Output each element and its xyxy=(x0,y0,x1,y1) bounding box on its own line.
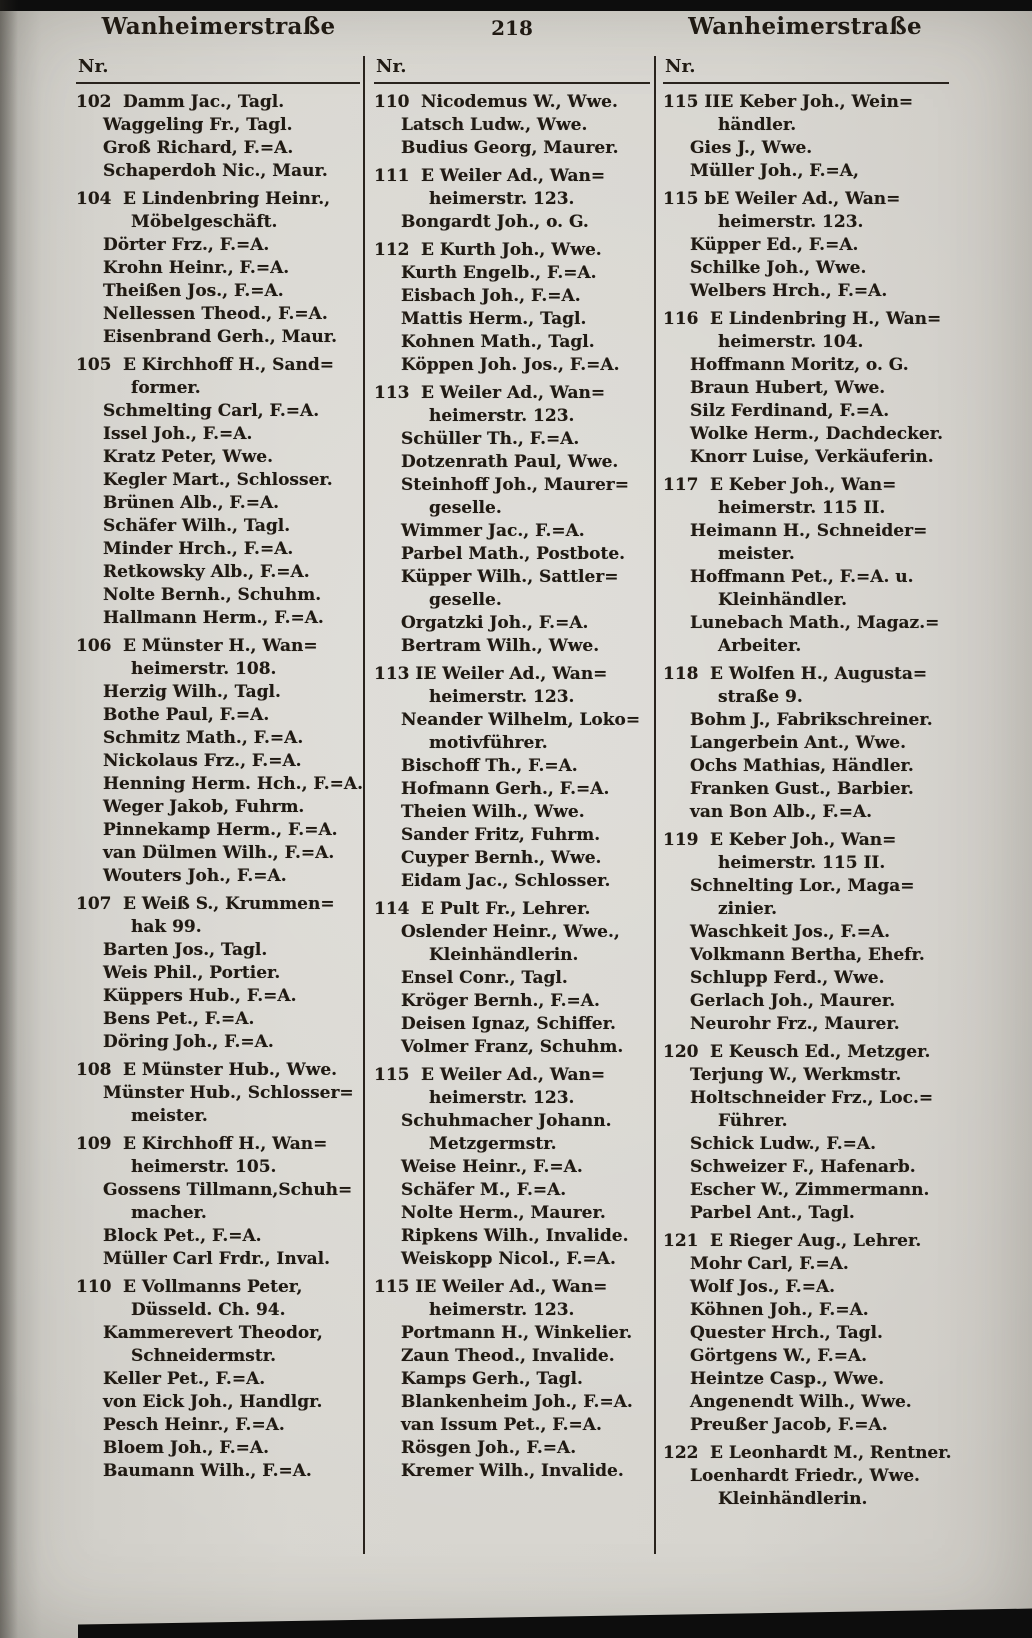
directory-entry xyxy=(374,382,650,658)
directory-entry xyxy=(76,188,360,349)
entry-first-line: 108 E Münster Hub., Wwe. xyxy=(76,1060,338,1080)
house-number: 115 xyxy=(374,1065,410,1085)
directory-column-1 xyxy=(76,56,364,1488)
column-divider-2 xyxy=(654,56,656,1554)
directory-column-2 xyxy=(374,56,650,1488)
entry-resident-line: Neander Wilhelm, Loko= xyxy=(401,710,641,730)
nr-label: Nr. xyxy=(78,56,109,77)
entry-first-line: 115 IE Weiler Ad., Wan= xyxy=(374,1277,608,1297)
entry-resident-line: Theien Wilh., Wwe. xyxy=(401,802,585,822)
entry-resident-line: Wolf Jos., F.=A. xyxy=(690,1277,836,1297)
entry-continuation-line: heimerstr. 105. xyxy=(131,1157,277,1177)
entry-continuation-line: hak 99. xyxy=(131,917,202,937)
entry-resident-line: Minder Hrch., F.=A. xyxy=(103,539,294,559)
house-number: 107 xyxy=(76,894,112,914)
entry-resident-line: Nolte Bernh., Schuhm. xyxy=(103,585,322,605)
entries-list xyxy=(76,91,364,1483)
directory-entry xyxy=(76,91,360,183)
directory-column-3 xyxy=(663,56,952,1516)
entry-resident-line: Bischoff Th., F.=A. xyxy=(401,756,578,776)
entry-resident-line: Schweizer F., Hafenarb. xyxy=(690,1157,916,1177)
entry-resident-line: Deisen Ignaz, Schiffer. xyxy=(401,1014,616,1034)
entry-resident-line: Welbers Hrch., F.=A. xyxy=(690,281,888,301)
entry-first-line: 115 bE Weiler Ad., Wan= xyxy=(663,189,901,209)
entry-resident-line: Görtgens W., F.=A. xyxy=(690,1346,868,1366)
entry-resident-line: Kratz Peter, Wwe. xyxy=(103,447,273,467)
entry-resident-line: Küpper Ed., F.=A. xyxy=(690,235,859,255)
directory-entry xyxy=(374,1276,650,1483)
entry-resident-line: Münster Hub., Schlosser= xyxy=(103,1083,354,1103)
entry-resident-line: Holtschneider Frz., Loc.= xyxy=(690,1088,934,1108)
house-number: 121 xyxy=(663,1231,699,1251)
nr-column-header xyxy=(76,56,360,84)
entry-first-line: 115 IIE Keber Joh., Wein= xyxy=(663,92,914,112)
entry-continuation-line: former. xyxy=(131,378,201,398)
entry-resident-line: Sander Fritz, Fuhrm. xyxy=(401,825,601,845)
entry-resident-line: Weis Phil., Portier. xyxy=(103,963,281,983)
nr-column-header xyxy=(374,56,650,84)
column-divider-1 xyxy=(363,56,365,1554)
entry-continuation-line: meister. xyxy=(131,1106,208,1126)
page-number: 218 xyxy=(491,16,533,40)
house-number: 105 xyxy=(76,355,112,375)
entry-resident-line: Bertram Wilh., Wwe. xyxy=(401,636,600,656)
directory-entry xyxy=(76,1133,360,1271)
house-number: 117 xyxy=(663,475,699,495)
directory-entry xyxy=(76,893,360,1054)
entry-continuation-line: macher. xyxy=(131,1203,207,1223)
directory-entry xyxy=(374,663,650,893)
house-number: 113 xyxy=(374,383,410,403)
entry-continuation-line: motivführer. xyxy=(429,733,548,753)
entry-resident-line: Knorr Luise, Verkäuferin. xyxy=(690,447,934,467)
entry-resident-line: Braun Hubert, Wwe. xyxy=(690,378,886,398)
entry-resident-line: Mohr Carl, F.=A. xyxy=(690,1254,849,1274)
house-number: 120 xyxy=(663,1042,699,1062)
house-number: 112 xyxy=(374,240,410,260)
entry-resident-line: Waschkeit Jos., F.=A. xyxy=(690,922,891,942)
house-number: 104 xyxy=(76,189,112,209)
directory-entry xyxy=(663,1041,949,1225)
entry-resident-line: Hallmann Herm., F.=A. xyxy=(103,608,324,628)
entry-resident-line: Eidam Jac., Schlosser. xyxy=(401,871,611,891)
directory-entry xyxy=(663,188,949,303)
entry-resident-line: Kurth Engelb., F.=A. xyxy=(401,263,597,283)
entry-resident-line: Schäfer M., F.=A. xyxy=(401,1180,567,1200)
entry-resident-line: Herzig Wilh., Tagl. xyxy=(103,682,281,702)
entry-resident-line: Kröger Bernh., F.=A. xyxy=(401,991,600,1011)
entry-first-line: 105 E Kirchhoff H., Sand= xyxy=(76,355,334,375)
entry-continuation-line: Möbelgeschäft. xyxy=(131,212,278,232)
entry-resident-line: Cuyper Bernh., Wwe. xyxy=(401,848,602,868)
house-number: 115 II xyxy=(663,92,721,112)
directory-entry xyxy=(374,165,650,234)
entry-first-line: 104 E Lindenbring Heinr., xyxy=(76,189,331,209)
entry-resident-line: Schick Ludw., F.=A. xyxy=(690,1134,877,1154)
entry-resident-line: Parbel Ant., Tagl. xyxy=(690,1203,855,1223)
directory-entry xyxy=(663,1230,949,1437)
entry-resident-line: Bongardt Joh., o. G. xyxy=(401,212,589,232)
entry-resident-line: Oslender Heinr., Wwe., xyxy=(401,922,620,942)
entry-resident-line: Theißen Jos., F.=A. xyxy=(103,281,284,301)
entry-continuation-line: heimerstr. 123. xyxy=(429,1300,575,1320)
page-header xyxy=(0,13,1032,51)
entry-resident-line: Mattis Herm., Tagl. xyxy=(401,309,587,329)
scan-edge-left xyxy=(0,0,18,1638)
house-number: 115 I xyxy=(374,1277,424,1297)
entry-resident-line: Angenendt Wilh., Wwe. xyxy=(690,1392,912,1412)
entry-first-line: 112 E Kurth Joh., Wwe. xyxy=(374,240,602,260)
scan-edge-bottom xyxy=(78,1606,1032,1638)
entry-resident-line: Schaperdoh Nic., Maur. xyxy=(103,161,328,181)
entry-resident-line: Müller Joh., F.=A, xyxy=(690,161,859,181)
entry-resident-line: Hoffmann Pet., F.=A. u. xyxy=(690,567,914,587)
entry-resident-line: Schuhmacher Johann. xyxy=(401,1111,612,1131)
entry-resident-line: Terjung W., Werkmstr. xyxy=(690,1065,902,1085)
entry-resident-line: Ochs Mathias, Händler. xyxy=(690,756,914,776)
entry-resident-line: von Eick Joh., Handlgr. xyxy=(103,1392,323,1412)
entry-resident-line: Silz Ferdinand, F.=A. xyxy=(690,401,890,421)
entry-resident-line: Nickolaus Frz., F.=A. xyxy=(103,751,302,771)
entry-resident-line: Hoffmann Moritz, o. G. xyxy=(690,355,909,375)
entry-resident-line: Kammerevert Theodor, xyxy=(103,1323,323,1343)
entry-resident-line: Schnelting Lor., Maga= xyxy=(690,876,915,896)
house-number: 115 b xyxy=(663,189,717,209)
entry-continuation-line: heimerstr. 108. xyxy=(131,659,277,679)
entry-first-line: 102 Damm Jac., Tagl. xyxy=(76,92,285,112)
entry-resident-line: Barten Jos., Tagl. xyxy=(103,940,268,960)
entry-resident-line: Retkowsky Alb., F.=A. xyxy=(103,562,310,582)
entry-resident-line: Bohm J., Fabrikschreiner. xyxy=(690,710,933,730)
entry-resident-line: Schilke Joh., Wwe. xyxy=(690,258,867,278)
entry-resident-line: Gossens Tillmann,Schuh= xyxy=(103,1180,353,1200)
entry-resident-line: Waggeling Fr., Tagl. xyxy=(103,115,293,135)
entry-resident-line: Rösgen Joh., F.=A. xyxy=(401,1438,577,1458)
entry-resident-line: Wolke Herm., Dachdecker. xyxy=(690,424,944,444)
house-number: 102 xyxy=(76,92,112,112)
entry-first-line: 109 E Kirchhoff H., Wan= xyxy=(76,1134,328,1154)
entry-first-line: 116 E Lindenbring H., Wan= xyxy=(663,309,942,329)
entries-list xyxy=(663,91,952,1511)
entry-resident-line: Keller Pet., F.=A. xyxy=(103,1369,266,1389)
directory-entry xyxy=(76,1059,360,1128)
entry-continuation-line: Düsseld. Ch. 94. xyxy=(131,1300,286,1320)
directory-entry xyxy=(374,1064,650,1271)
entry-resident-line: Orgatzki Joh., F.=A. xyxy=(401,613,589,633)
entry-resident-line: Köppen Joh. Jos., F.=A. xyxy=(401,355,620,375)
entry-first-line: 121 E Rieger Aug., Lehrer. xyxy=(663,1231,922,1251)
directory-entry xyxy=(374,898,650,1059)
entry-resident-line: Nellessen Theod., F.=A. xyxy=(103,304,328,324)
entry-continuation-line: straße 9. xyxy=(718,687,803,707)
entry-resident-line: Küppers Hub., F.=A. xyxy=(103,986,297,1006)
directory-entry xyxy=(76,1276,360,1483)
entry-resident-line: Steinhoff Joh., Maurer= xyxy=(401,475,629,495)
entry-resident-line: Weise Heinr., F.=A. xyxy=(401,1157,583,1177)
entry-continuation-line: Schneidermstr. xyxy=(131,1346,277,1366)
entry-resident-line: van Bon Alb., F.=A. xyxy=(690,802,873,822)
house-number: 114 xyxy=(374,899,410,919)
entry-first-line: 106 E Münster H., Wan= xyxy=(76,636,318,656)
entry-resident-line: Eisenbrand Gerh., Maur. xyxy=(103,327,338,347)
nr-label: Nr. xyxy=(376,56,407,77)
entry-continuation-line: Kleinhändler. xyxy=(718,590,848,610)
entry-first-line: 114 E Pult Fr., Lehrer. xyxy=(374,899,591,919)
entry-continuation-line: heimerstr. 123. xyxy=(429,687,575,707)
entry-resident-line: Heintze Casp., Wwe. xyxy=(690,1369,885,1389)
entry-resident-line: Quester Hrch., Tagl. xyxy=(690,1323,883,1343)
entry-resident-line: Dotzenrath Paul, Wwe. xyxy=(401,452,619,472)
house-number: 119 xyxy=(663,830,699,850)
entry-first-line: 113 E Weiler Ad., Wan= xyxy=(374,383,606,403)
directory-entry xyxy=(663,474,949,658)
entry-continuation-line: geselle. xyxy=(429,590,502,610)
entry-resident-line: Ripkens Wilh., Invalide. xyxy=(401,1226,629,1246)
directory-entry xyxy=(663,663,949,824)
directory-entry xyxy=(663,829,949,1036)
directory-entry xyxy=(663,91,949,183)
entry-resident-line: Kegler Mart., Schlosser. xyxy=(103,470,333,490)
directory-entry xyxy=(663,1442,952,1511)
entry-continuation-line: heimerstr. 123. xyxy=(718,212,864,232)
nr-column-header xyxy=(663,56,949,84)
entry-resident-line: Parbel Math., Postbote. xyxy=(401,544,626,564)
house-number: 106 xyxy=(76,636,112,656)
entry-resident-line: Krohn Heinr., F.=A. xyxy=(103,258,290,278)
scan-edge-top xyxy=(0,0,1032,11)
entry-first-line: 111 E Weiler Ad., Wan= xyxy=(374,166,606,186)
entry-resident-line: Baumann Wilh., F.=A. xyxy=(103,1461,312,1481)
entry-resident-line: van Issum Pet., F.=A. xyxy=(401,1415,602,1435)
entry-resident-line: Dörter Frz., F.=A. xyxy=(103,235,270,255)
entry-resident-line: Küpper Wilh., Sattler= xyxy=(401,567,619,587)
street-title-left: Wanheimerstraße xyxy=(101,13,336,40)
entry-resident-line: Kohnen Math., Tagl. xyxy=(401,332,595,352)
entry-resident-line: Block Pet., F.=A. xyxy=(103,1226,262,1246)
entry-resident-line: Volmer Franz, Schuhm. xyxy=(401,1037,624,1057)
entry-resident-line: Latsch Ludw., Wwe. xyxy=(401,115,588,135)
house-number: 111 xyxy=(374,166,410,186)
entry-resident-line: Loenhardt Friedr., Wwe. xyxy=(690,1466,920,1486)
entry-resident-line: Gerlach Joh., Maurer. xyxy=(690,991,896,1011)
entry-continuation-line: heimerstr. 123. xyxy=(429,1088,575,1108)
entry-resident-line: Groß Richard, F.=A. xyxy=(103,138,294,158)
entry-continuation-line: Führer. xyxy=(718,1111,788,1131)
entry-resident-line: Weiskopp Nicol., F.=A. xyxy=(401,1249,616,1269)
directory-entry xyxy=(374,91,650,160)
entry-resident-line: Kremer Wilh., Invalide. xyxy=(401,1461,624,1481)
entry-resident-line: Volkmann Bertha, Ehefr. xyxy=(690,945,925,965)
entry-first-line: 122 E Leonhardt M., Rentner. xyxy=(663,1443,952,1463)
entry-continuation-line: Arbeiter. xyxy=(718,636,802,656)
entry-continuation-line: heimerstr. 115 II. xyxy=(718,853,886,873)
house-number: 110 xyxy=(76,1277,112,1297)
entry-first-line: 110 E Vollmanns Peter, xyxy=(76,1277,303,1297)
entry-resident-line: Hofmann Gerh., F.=A. xyxy=(401,779,610,799)
entry-resident-line: Issel Joh., F.=A. xyxy=(103,424,253,444)
entry-resident-line: Kamps Gerh., Tagl. xyxy=(401,1369,583,1389)
entry-continuation-line: meister. xyxy=(718,544,795,564)
street-title-right: Wanheimerstraße xyxy=(688,13,922,40)
entry-resident-line: Franken Gust., Barbier. xyxy=(690,779,914,799)
entry-resident-line: Preußer Jacob, F.=A. xyxy=(690,1415,888,1435)
house-number: 122 xyxy=(663,1443,699,1463)
entry-continuation-line: zinier. xyxy=(718,899,778,919)
house-number: 116 xyxy=(663,309,699,329)
entry-resident-line: Gies J., Wwe. xyxy=(690,138,813,158)
entry-resident-line: Schmelting Carl, F.=A. xyxy=(103,401,320,421)
entry-resident-line: Wimmer Jac., F.=A. xyxy=(401,521,585,541)
house-number: 109 xyxy=(76,1134,112,1154)
entry-resident-line: Bens Pet., F.=A. xyxy=(103,1009,255,1029)
entry-resident-line: Langerbein Ant., Wwe. xyxy=(690,733,907,753)
entry-resident-line: Heimann H., Schneider= xyxy=(690,521,928,541)
entry-continuation-line: Metzgermstr. xyxy=(429,1134,557,1154)
entry-resident-line: Wouters Joh., F.=A. xyxy=(103,866,287,886)
entry-first-line: 119 E Keber Joh., Wan= xyxy=(663,830,897,850)
directory-entry xyxy=(76,635,364,888)
entry-continuation-line: heimerstr. 123. xyxy=(429,406,575,426)
nr-label: Nr. xyxy=(665,56,696,77)
entry-continuation-line: geselle. xyxy=(429,498,502,518)
entry-resident-line: van Dülmen Wilh., F.=A. xyxy=(103,843,335,863)
entry-continuation-line: händler. xyxy=(718,115,797,135)
entry-resident-line: Schüller Th., F.=A. xyxy=(401,429,580,449)
entry-continuation-line: Kleinhändlerin. xyxy=(429,945,579,965)
entry-resident-line: Bloem Joh., F.=A. xyxy=(103,1438,270,1458)
entry-resident-line: Köhnen Joh., F.=A. xyxy=(690,1300,869,1320)
entry-resident-line: Escher W., Zimmermann. xyxy=(690,1180,930,1200)
entry-resident-line: Pinnekamp Herm., F.=A. xyxy=(103,820,338,840)
entry-resident-line: Döring Joh., F.=A. xyxy=(103,1032,274,1052)
entry-resident-line: Brünen Alb., F.=A. xyxy=(103,493,280,513)
entry-first-line: 117 E Keber Joh., Wan= xyxy=(663,475,897,495)
entry-resident-line: Henning Herm. Hch., F.=A. xyxy=(103,774,364,794)
entry-continuation-line: heimerstr. 123. xyxy=(429,189,575,209)
entry-resident-line: Zaun Theod., Invalide. xyxy=(401,1346,615,1366)
entry-continuation-line: heimerstr. 104. xyxy=(718,332,864,352)
entry-first-line: 110 Nicodemus W., Wwe. xyxy=(374,92,618,112)
entry-first-line: 113 IE Weiler Ad., Wan= xyxy=(374,664,608,684)
directory-entry xyxy=(76,354,360,630)
entry-first-line: 118 E Wolfen H., Augusta= xyxy=(663,664,928,684)
entry-resident-line: Schmitz Math., F.=A. xyxy=(103,728,304,748)
house-number: 118 xyxy=(663,664,699,684)
entry-first-line: 115 E Weiler Ad., Wan= xyxy=(374,1065,606,1085)
entry-resident-line: Lunebach Math., Magaz.= xyxy=(690,613,940,633)
entry-first-line: 120 E Keusch Ed., Metzger. xyxy=(663,1042,931,1062)
directory-entry xyxy=(663,308,949,469)
entry-resident-line: Müller Carl Frdr., Inval. xyxy=(103,1249,331,1269)
entry-resident-line: Neurohr Frz., Maurer. xyxy=(690,1014,900,1034)
entries-list xyxy=(374,91,650,1483)
entry-resident-line: Weger Jakob, Fuhrm. xyxy=(103,797,305,817)
house-number: 108 xyxy=(76,1060,112,1080)
house-number: 110 xyxy=(374,92,410,112)
house-number: 113 I xyxy=(374,664,424,684)
entry-resident-line: Ensel Conr., Tagl. xyxy=(401,968,568,988)
entry-continuation-line: heimerstr. 115 II. xyxy=(718,498,886,518)
directory-entry xyxy=(374,239,650,377)
entry-resident-line: Pesch Heinr., F.=A. xyxy=(103,1415,285,1435)
entry-continuation-line: Kleinhändlerin. xyxy=(718,1489,868,1509)
entry-resident-line: Bothe Paul, F.=A. xyxy=(103,705,270,725)
entry-resident-line: Eisbach Joh., F.=A. xyxy=(401,286,581,306)
entry-resident-line: Blankenheim Joh., F.=A. xyxy=(401,1392,633,1412)
entry-resident-line: Portmann H., Winkelier. xyxy=(401,1323,633,1343)
entry-resident-line: Budius Georg, Maurer. xyxy=(401,138,619,158)
entry-resident-line: Schäfer Wilh., Tagl. xyxy=(103,516,291,536)
entry-first-line: 107 E Weiß S., Krummen= xyxy=(76,894,335,914)
entry-resident-line: Schlupp Ferd., Wwe. xyxy=(690,968,885,988)
entry-resident-line: Nolte Herm., Maurer. xyxy=(401,1203,606,1223)
